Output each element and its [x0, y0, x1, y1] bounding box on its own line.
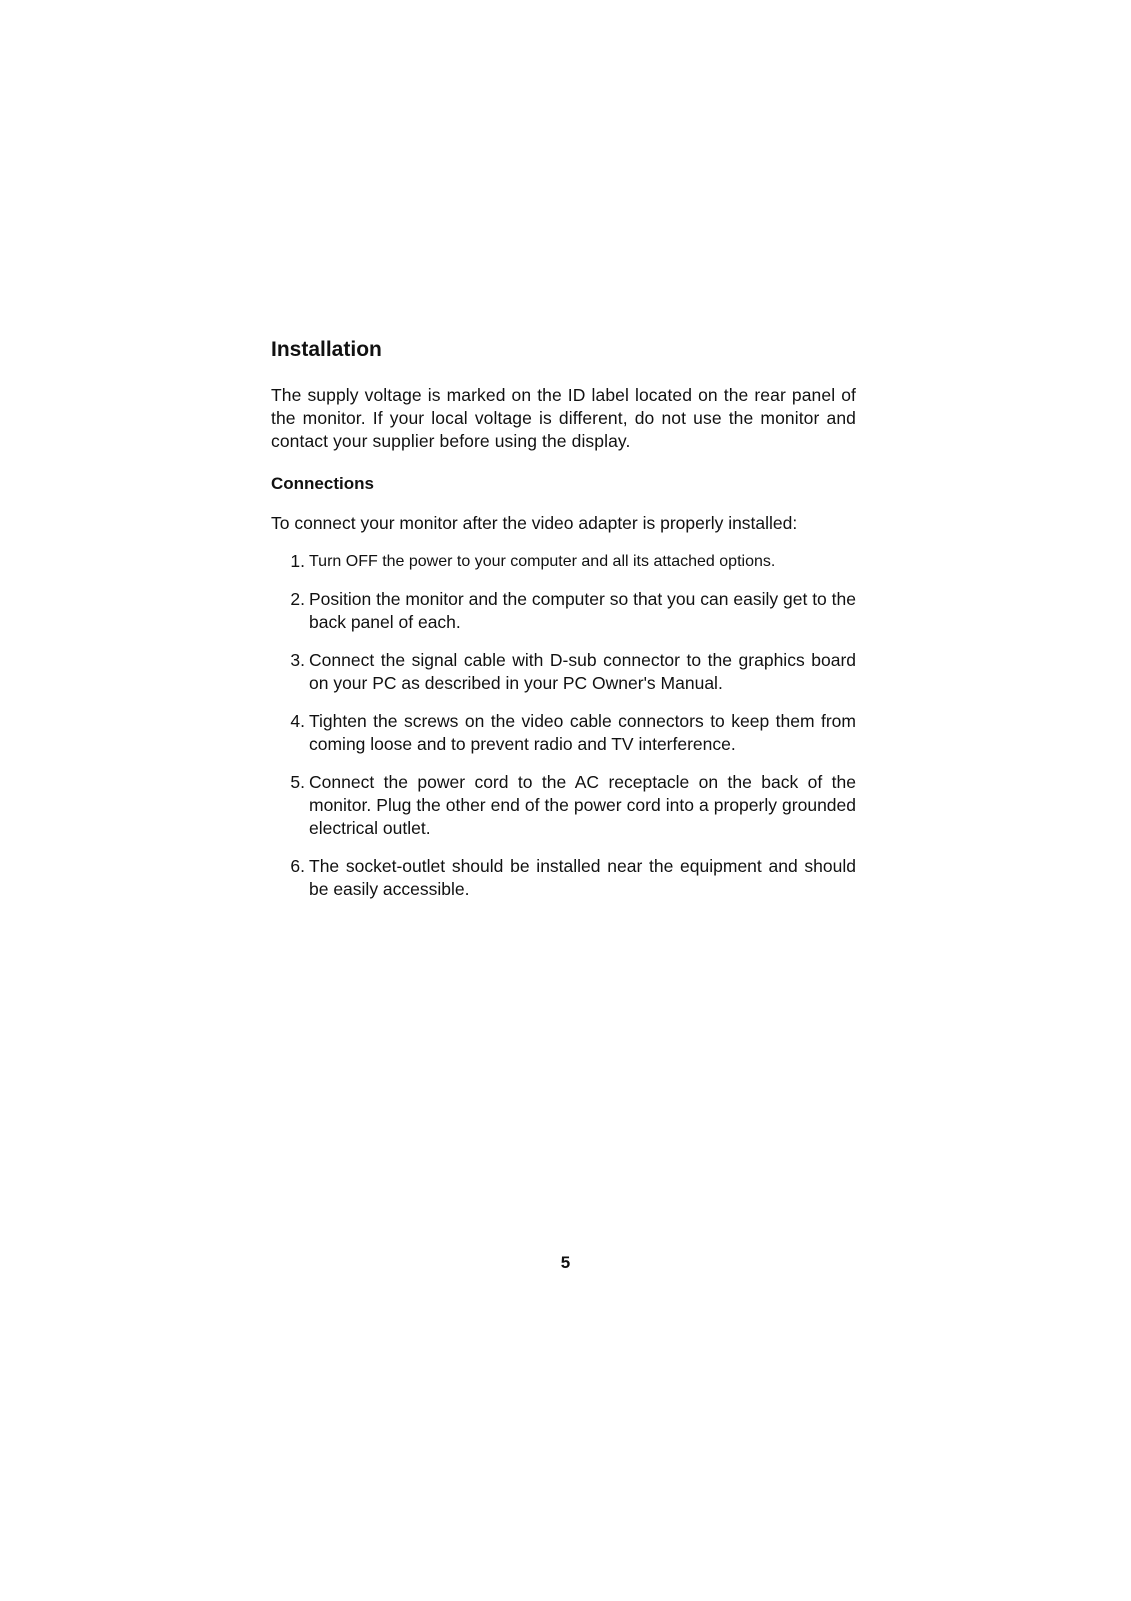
- step-text: The socket-outlet should be installed near the equipment and should be easily accessible.: [309, 856, 856, 899]
- section-title: Installation: [271, 338, 382, 361]
- step-text: Turn OFF the power to your computer and all its attached options.: [309, 553, 776, 570]
- step-number: 6.: [290, 856, 305, 876]
- step-number: 3.: [290, 650, 305, 670]
- step-item-4: [271, 710, 856, 756]
- step-number: 2.: [290, 589, 305, 609]
- page-number: 5: [560, 1253, 571, 1272]
- intro-paragraph: The supply voltage is marked on the ID label located on the rear panel of the monitor. If your local voltage is different, do not use the monitor and contact your supplier before using the display.: [271, 385, 856, 451]
- step-number: 1.: [290, 551, 305, 571]
- step-text: Position the monitor and the computer so that you can easily get to the back panel of each.: [309, 589, 856, 632]
- step-number: 4.: [290, 711, 305, 731]
- step-text: Connect the signal cable with D-sub connector to the graphics board on your PC as described in your PC Owner's Manual.: [309, 650, 856, 693]
- step-text: Tighten the screws on the video cable connectors to keep them from coming loose and to prevent radio and TV interference.: [309, 711, 856, 754]
- connection-steps-list: [271, 550, 856, 901]
- step-item-5: [271, 771, 856, 840]
- step-number: 5.: [290, 772, 305, 792]
- step-item-1: [271, 550, 856, 573]
- step-item-2: [271, 588, 856, 634]
- step-item-6: [271, 855, 856, 901]
- step-text: Connect the power cord to the AC receptacle on the back of the monitor. Plug the other end of the power cord into a properly grounded electrical outlet.: [309, 772, 856, 838]
- page-content: [271, 337, 856, 916]
- step-item-3: [271, 649, 856, 695]
- connections-intro: To connect your monitor after the video adapter is properly installed:: [271, 513, 798, 533]
- connections-title: Connections: [271, 474, 374, 493]
